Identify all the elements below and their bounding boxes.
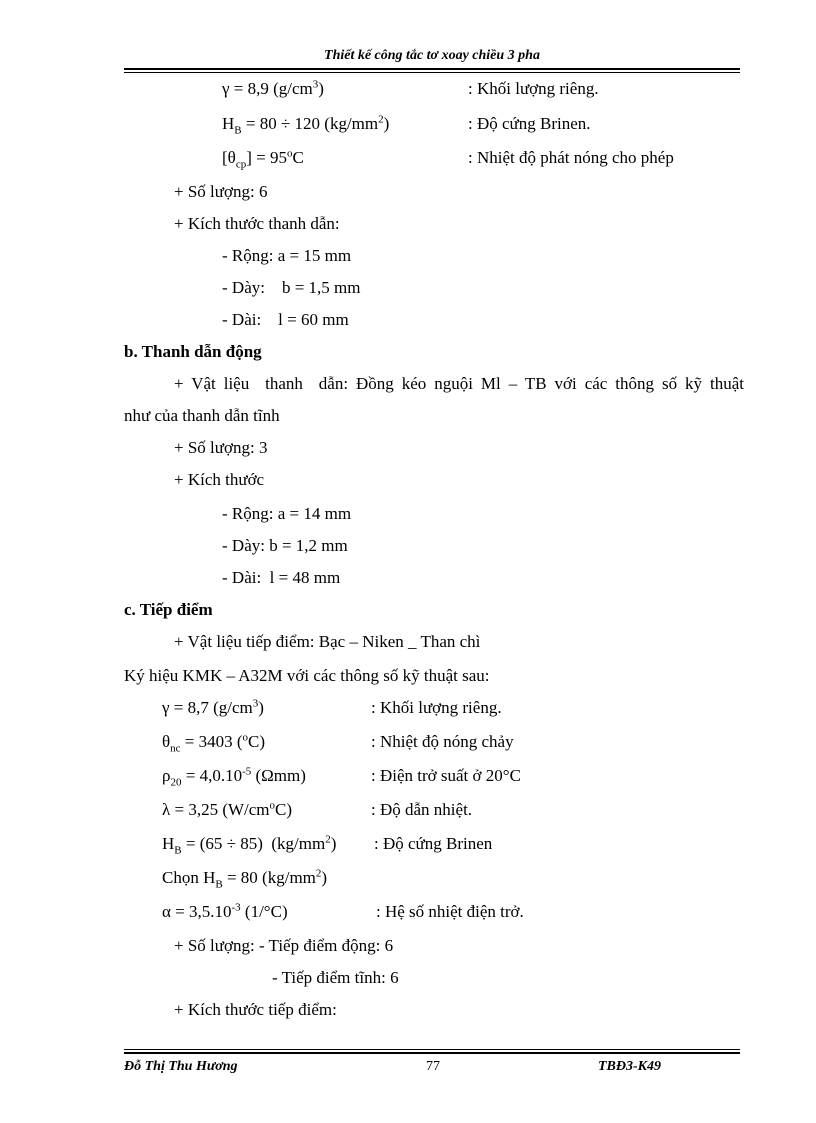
desc-resistivity: : Điện trở suất ở 20°C: [371, 766, 521, 785]
footer-rule-thick: [124, 1052, 740, 1054]
page-number: 77: [426, 1059, 440, 1074]
formula-hardness: $H_B = 80 \div 120$ $(kg/mm^2)$: [222, 113, 390, 137]
formula-temp-coefficient: $\alpha = 3,5.10^{-3}$ (1/°C): [162, 901, 288, 921]
formula-melting: $\theta_{nc} = 3403$ ($^o$C): [162, 731, 266, 755]
desc-melting: : Nhiệt độ nóng chảy: [371, 732, 514, 751]
desc-conductivity: : Độ dẫn nhiệt.: [371, 800, 473, 819]
size-title: + Kích thước thanh dẫn:: [174, 214, 340, 233]
size-width: - Rộng: a = 14 mm: [222, 504, 352, 523]
count-line: + Số lượng: 3: [174, 438, 268, 457]
desc-hardness: : Độ cứng Brinen.: [468, 114, 591, 133]
formula-hardness: $H_B = (65 \div 85)$ $(kg/mm^2)$: [162, 833, 337, 857]
count-line: + Số lượng: 6: [174, 182, 268, 201]
page-header-title: Thiết kế công tắc tơ xoay chiều 3 pha: [324, 48, 540, 63]
count-moving-contacts: + Số lượng: - Tiếp điểm động: 6: [174, 936, 394, 955]
formula-choose-hardness: Chọn $H_B = 80$ $(kg/mm^2)$: [162, 867, 328, 891]
formula-temp: $[\theta_{cp}] = 95^oC$: [222, 147, 304, 171]
size-length: - Dài: l = 60 mm: [222, 310, 349, 329]
section-b-heading: b. Thanh dẫn động: [124, 342, 262, 361]
size-title: + Kích thước: [174, 470, 265, 489]
material-line-1: + Vật liệu thanh dẫn: Đồng kéo nguội Ml – TB với các thông số kỹ thuật: [174, 374, 744, 393]
footer-author: Đỗ Thị Thu Hương: [124, 1059, 238, 1074]
material-line-2: như của thanh dẫn tĩnh: [124, 406, 280, 425]
size-length: - Dài: l = 48 mm: [222, 568, 341, 587]
count-fixed-contacts: - Tiếp điểm tĩnh: 6: [272, 968, 399, 987]
formula-resistivity: $\rho_{20} = 4,0.10^{-5}$ (Ωmm): [162, 765, 306, 789]
header-rule-thick: [124, 68, 740, 70]
formula-density: γ = 8,7 $(g/cm^3)$: [162, 697, 264, 717]
desc-temp: : Nhiệt độ phát nóng cho phép: [468, 148, 674, 167]
header-rule-thin: [124, 72, 740, 73]
formula-conductivity: λ = 3,25 $(W/cm^oC)$: [162, 799, 293, 819]
desc-density: : Khối lượng riêng.: [468, 79, 599, 98]
contact-symbol: Ký hiệu KMK – A32M với các thông số kỹ thuật sau:: [124, 666, 490, 685]
size-thickness: - Dày: b = 1,2 mm: [222, 536, 348, 555]
footer-code: TBĐ3-K49: [598, 1059, 661, 1074]
footer-rule-thin: [124, 1049, 740, 1050]
formula-density: γ = 8,9 $(g/cm^3)$: [222, 78, 324, 98]
contact-size-title: + Kích thước tiếp điểm:: [174, 1000, 337, 1019]
desc-hardness: : Độ cứng Brinen: [374, 834, 493, 853]
section-c-heading: c. Tiếp điểm: [124, 600, 213, 619]
desc-temp-coefficient: : Hệ số nhiệt điện trở.: [376, 902, 524, 921]
size-thickness: - Dày: b = 1,5 mm: [222, 278, 361, 297]
desc-density: : Khối lượng riêng.: [371, 698, 502, 717]
size-width: - Rộng: a = 15 mm: [222, 246, 352, 265]
contact-material: + Vật liệu tiếp điểm: Bạc – Niken _ Than chì: [174, 632, 481, 651]
